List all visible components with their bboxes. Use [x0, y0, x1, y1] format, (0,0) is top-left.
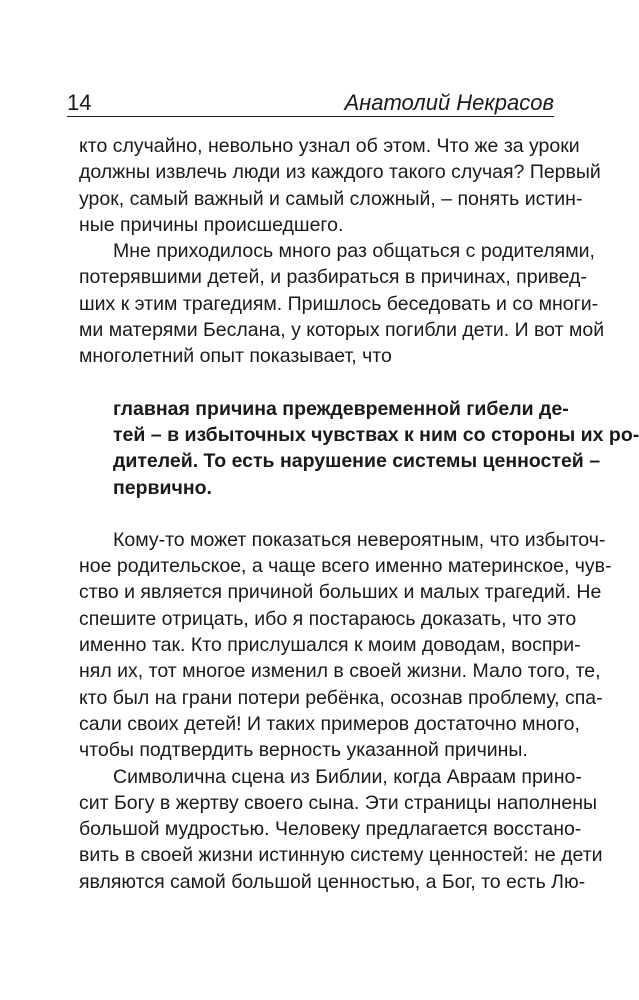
text-line: тей – в избыточных чувствах к ним со стороны их ро- [113, 423, 639, 446]
text-line: Кому-то может показаться невероятным, что избыточ- [113, 528, 606, 551]
text-line: первично. [113, 476, 212, 499]
text-line: Мне приходилось много раз общаться с родителями, [113, 240, 595, 263]
paragraph [79, 133, 601, 238]
text-line: ми матерями Беслана, у которых погибли дети. И вот мой [79, 319, 605, 342]
text-line: нял их, тот многое изменил в своей жизни. Мало того, те, [79, 660, 601, 683]
text-line: Символична сцена из Библии, когда Авраам прино- [113, 765, 582, 788]
text-line: вить в своей жизни истинную систему ценностей: не дети [79, 844, 603, 867]
text-line: ших к этим трагедиям. Пришлось беседовать и со многи- [79, 292, 599, 315]
text-line: спешите отрицать, ибо я постараюсь доказать, что это [79, 607, 577, 630]
text-line: дителей. То есть нарушение системы ценностей – [113, 450, 601, 473]
text-line: чтобы подтвердить верность указанной причины. [79, 739, 528, 762]
text-line: кто случайно, невольно узнал об этом. Что же за уроки [79, 135, 580, 157]
text-line: ное родительское, а чаще всего именно материнское, чув- [79, 555, 612, 578]
text-line: сит Богу в жертву своего сына. Эти страницы наполнены [79, 791, 598, 814]
text-line: должны извлечь люди из каждого такого случая? Первый [79, 161, 601, 184]
running-title: Анатолий Некрасов [344, 90, 554, 115]
text-line: многолетний опыт показывает, что [79, 345, 392, 368]
page-number: 14 [67, 90, 92, 115]
text-line: потерявшими детей, и разбираться в причинах, привед- [79, 266, 587, 289]
text-line: главная причина преждевременной гибели де- [113, 397, 569, 420]
header-rule [67, 116, 554, 117]
text-line: урок, самый важный и самый сложный, – понять истин- [79, 187, 583, 210]
text-line: являются самой большой ценностью, а Бог, то есть Лю- [79, 870, 586, 893]
highlighted-statement [113, 396, 639, 501]
page-header [67, 86, 554, 116]
paragraph [79, 238, 605, 369]
text-line: ство и является причиной больших и малых трагедий. Не [79, 581, 602, 604]
text-line: кто был на грани потери ребёнка, осознав проблему, спа- [79, 686, 603, 709]
text-line: сали своих детей! И таких примеров достаточно много, [79, 712, 580, 735]
text-line: ные причины происшедшего. [79, 213, 344, 236]
text-line: большой мудростью. Человеку предлагается восстано- [79, 818, 582, 841]
paragraph [79, 527, 612, 764]
paragraph [79, 764, 603, 895]
page-body [79, 133, 639, 895]
text-line: именно так. Кто прислушался к моим доводам, воспри- [79, 634, 581, 657]
